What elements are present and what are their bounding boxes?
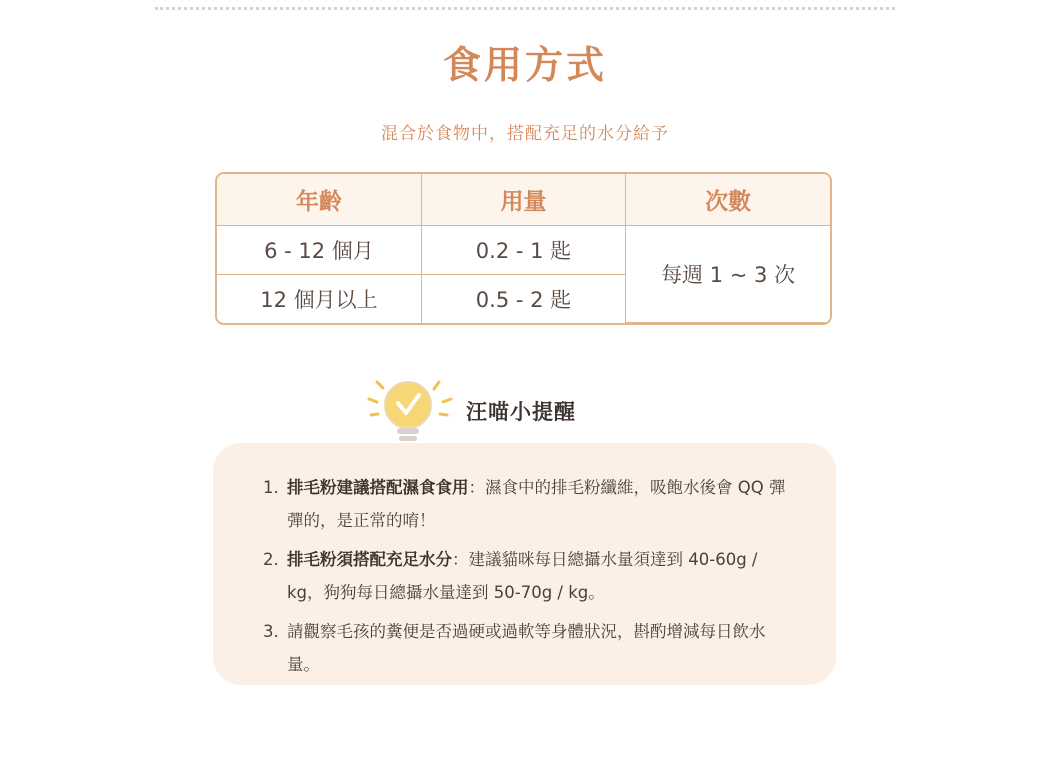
page-title: 食用方式 <box>442 43 607 87</box>
tip-emphasis: 排毛粉須搭配充足水分 <box>287 550 452 569</box>
column-header-dose: 用量 <box>421 174 625 226</box>
tip-text: ：建議貓咪每日總攝水量須達到 40-60g / kg，狗狗每日總攝水量達到 50-70g / kg。 <box>287 550 758 602</box>
table-header-row <box>217 174 830 226</box>
table-row <box>217 226 830 275</box>
list-number: 1. <box>263 478 279 497</box>
dose-cell: 0.2 - 1 匙 <box>421 226 625 275</box>
frequency-cell: 每週 1 ~ 3 次 <box>626 226 830 323</box>
tips-list <box>263 471 793 687</box>
column-header-age: 年齡 <box>217 174 421 226</box>
dotted-divider <box>155 7 895 10</box>
tips-header <box>363 373 683 453</box>
list-item <box>263 471 793 537</box>
tip-emphasis: 排毛粉建議搭配濕食食用 <box>287 478 469 497</box>
tip-text: ：濕食中的排毛粉纖維，吸飽水後會 QQ 彈彈的，是正常的唷！ <box>287 478 786 530</box>
list-item <box>263 615 793 681</box>
page-subtitle: 混合於食物中，搭配充足的水分給予 <box>381 124 669 144</box>
tip-text: 請觀察毛孩的糞便是否過硬或過軟等身體狀況，斟酌增減每日飲水量。 <box>287 622 766 674</box>
list-number: 3. <box>263 622 279 641</box>
list-number: 2. <box>263 550 279 569</box>
tips-box <box>213 443 836 685</box>
age-cell: 12 個月以上 <box>217 274 421 322</box>
tips-title: 汪喵小提醒 <box>466 400 576 424</box>
column-header-frequency: 次數 <box>626 174 830 226</box>
lightbulb-check-icon <box>363 373 453 453</box>
dose-cell: 0.5 - 2 匙 <box>421 274 625 322</box>
usage-table <box>215 172 832 325</box>
age-cell: 6 - 12 個月 <box>217 226 421 275</box>
list-item <box>263 543 793 609</box>
